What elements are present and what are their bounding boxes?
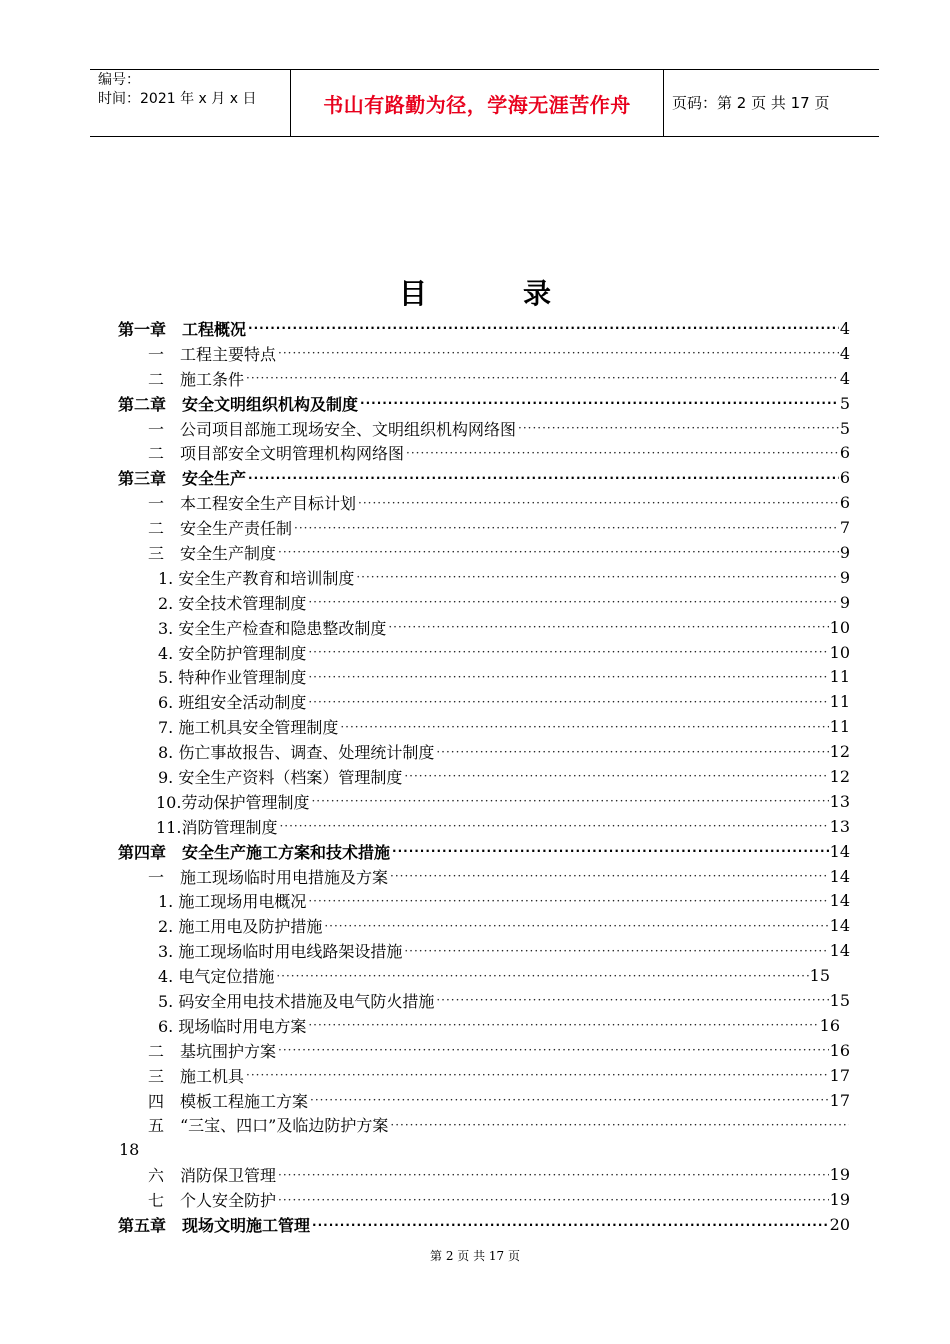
toc-entry-label: 5. 码安全用电技术措施及电气防火措施 <box>158 991 435 1011</box>
toc-entry-label: 4. 电气定位措施 <box>158 967 275 987</box>
leader-dots <box>246 371 839 385</box>
leader-dots <box>278 1193 829 1207</box>
toc-entry-label: 二 基坑围护方案 <box>148 1041 277 1061</box>
leader-dots <box>360 396 839 410</box>
toc-entry-label: 第五章 现场文明施工管理 <box>118 1216 311 1235</box>
toc-entry[interactable] <box>118 839 850 864</box>
toc-entry-page: 10 <box>829 642 850 662</box>
toc-entry-page: 16 <box>819 1015 840 1035</box>
header-divider-right <box>663 69 664 137</box>
toc-entry-label: 5. 特种作业管理制度 <box>158 668 307 688</box>
leader-dots <box>308 645 828 659</box>
toc-entry-label: 10.劳动保护管理制度 <box>156 792 310 812</box>
header-motto: 书山有路勤为径，学海无涯苦作舟 <box>323 92 631 117</box>
toc-entry-label: 二 项目部安全文明管理机构网络图 <box>148 444 405 464</box>
toc-entry-page: 20 <box>829 1215 850 1234</box>
toc-entry-page: 13 <box>829 791 850 811</box>
toc-entry-page: 9 <box>839 592 850 612</box>
toc-entry-label: 五 “三宝、四口”及临边防护方案 <box>148 1116 389 1136</box>
toc-entry[interactable] <box>118 440 850 465</box>
toc-entry-page: 4 <box>839 368 850 388</box>
leader-dots <box>308 595 838 609</box>
toc-entry-label: 3. 安全生产检查和隐患整改制度 <box>158 618 387 638</box>
toc-entry-page: 13 <box>829 816 850 836</box>
toc-entry-label: 6. 现场临时用电方案 <box>158 1016 307 1036</box>
leader-dots <box>406 446 839 460</box>
toc-entry[interactable] <box>118 789 850 814</box>
leader-dots <box>248 471 839 485</box>
toc-entry-label: 二 施工条件 <box>148 369 245 389</box>
leader-dots <box>436 993 828 1007</box>
toc-entry-page: 15 <box>809 966 830 986</box>
leader-dots <box>390 869 829 883</box>
toc-entry-page: 7 <box>839 518 850 538</box>
toc-title-left: 目 <box>398 277 427 310</box>
toc-entry[interactable] <box>118 814 850 839</box>
toc-entry-label: 第三章 安全生产 <box>118 469 247 489</box>
leader-dots <box>340 720 828 734</box>
toc-entry[interactable] <box>118 988 850 1013</box>
toc-entry-page: 18 <box>119 1140 140 1160</box>
toc-entry-label: 一 施工现场临时用电措施及方案 <box>148 867 389 887</box>
toc-entry-page: 14 <box>829 941 850 961</box>
toc-entry[interactable] <box>118 913 850 938</box>
toc-entry-label: 六 消防保卫管理 <box>148 1166 277 1186</box>
toc-entry[interactable] <box>118 1212 850 1237</box>
leader-dots <box>518 421 839 435</box>
leader-dots <box>390 1118 849 1132</box>
toc-entry-page: 11 <box>829 667 850 687</box>
toc-entry[interactable] <box>118 1013 850 1038</box>
table-of-contents <box>118 316 850 1237</box>
leader-dots <box>324 919 828 933</box>
toc-entry[interactable] <box>118 1187 850 1212</box>
toc-entry-label: 一 公司项目部施工现场安全、文明组织机构网络图 <box>148 419 517 439</box>
page-footer: 第 2 页 共 17 页 <box>430 1249 520 1263</box>
toc-entry-page: 9 <box>839 567 850 587</box>
leader-dots <box>278 545 839 559</box>
toc-entry[interactable] <box>118 640 850 665</box>
toc-entry-label: 第四章 安全生产施工方案和技术措施 <box>118 842 391 862</box>
toc-entry-page: 17 <box>829 1090 850 1110</box>
leader-dots <box>392 844 829 858</box>
toc-entry[interactable] <box>118 1162 850 1187</box>
header-time: 时间：2021 年 x 月 x 日 <box>98 91 257 107</box>
toc-entry-page: 4 <box>839 343 850 363</box>
toc-entry-page: 5 <box>839 418 850 438</box>
leader-dots <box>308 670 828 684</box>
toc-entry[interactable] <box>118 490 850 515</box>
toc-entry-page: 6 <box>839 468 850 488</box>
toc-entry-label: 第一章 工程概况 <box>118 319 247 339</box>
toc-entry-page: 6 <box>839 493 850 513</box>
toc-entry[interactable] <box>118 764 850 789</box>
leader-dots <box>276 969 808 983</box>
toc-entry[interactable] <box>118 590 850 615</box>
toc-entry-label: 7. 施工机具安全管理制度 <box>158 718 339 738</box>
toc-entry-label: 8. 伤亡事故报告、调查、处理统计制度 <box>158 743 435 763</box>
toc-entry-label: 二 安全生产责任制 <box>148 519 293 539</box>
toc-entry[interactable] <box>118 391 850 416</box>
leader-dots <box>356 570 838 584</box>
toc-entry[interactable] <box>118 1038 850 1063</box>
toc-entry-page: 17 <box>829 1065 850 1085</box>
toc-entry[interactable] <box>118 714 850 739</box>
toc-entry[interactable] <box>118 1113 850 1138</box>
toc-entry-page: 14 <box>829 891 850 911</box>
leader-dots <box>278 346 839 360</box>
toc-entry[interactable] <box>118 515 850 540</box>
leader-dots <box>294 521 839 535</box>
toc-entry-page: 15 <box>829 990 850 1010</box>
toc-entry-page: 19 <box>829 1190 850 1210</box>
leader-dots <box>388 620 828 634</box>
toc-entry[interactable] <box>118 565 850 590</box>
header-page-number: 页码：第 2 页 共 17 页 <box>672 94 830 112</box>
toc-entry[interactable] <box>118 316 850 341</box>
toc-entry[interactable] <box>118 366 850 391</box>
leader-dots <box>308 695 828 709</box>
toc-entry-page: 12 <box>829 742 850 762</box>
toc-entry[interactable] <box>118 1088 850 1113</box>
toc-entry-page: 14 <box>829 866 850 886</box>
leader-dots <box>279 819 828 833</box>
toc-entry-page: 16 <box>829 1040 850 1060</box>
toc-entry[interactable] <box>118 341 850 366</box>
header-meta <box>98 71 256 109</box>
toc-entry-page: 19 <box>829 1165 850 1185</box>
toc-entry-label: 一 本工程安全生产目标计划 <box>148 494 357 514</box>
toc-entry-label: 11.消防管理制度 <box>156 817 278 837</box>
leader-dots <box>308 894 828 908</box>
toc-entry-label: 2. 安全技术管理制度 <box>158 593 307 613</box>
leader-dots <box>278 1168 829 1182</box>
toc-title-right: 录 <box>523 277 552 310</box>
toc-entry-page: 5 <box>839 393 850 413</box>
toc-entry-continued-page <box>118 1137 850 1162</box>
toc-entry[interactable] <box>118 864 850 889</box>
leader-dots <box>404 944 828 958</box>
toc-entry-page: 11 <box>829 717 850 737</box>
toc-title <box>0 272 950 312</box>
toc-entry-label: 第二章 安全文明组织机构及制度 <box>118 394 359 414</box>
leader-dots <box>436 745 828 759</box>
leader-dots <box>246 1068 829 1082</box>
toc-entry-page: 6 <box>839 443 850 463</box>
toc-entry-label: 三 施工机具 <box>148 1066 245 1086</box>
toc-entry[interactable] <box>118 664 850 689</box>
toc-entry[interactable] <box>118 963 850 988</box>
leader-dots <box>310 1093 829 1107</box>
toc-entry[interactable] <box>118 540 850 565</box>
toc-entry-page: 4 <box>839 318 850 338</box>
leader-dots <box>311 794 828 808</box>
leader-dots <box>278 1043 829 1057</box>
toc-entry-page: 9 <box>839 542 850 562</box>
toc-entry-label: 9. 安全生产资料（档案）管理制度 <box>158 767 403 787</box>
leader-dots <box>308 1018 818 1032</box>
leader-dots <box>404 769 828 783</box>
toc-entry-label: 三 安全生产制度 <box>148 543 277 563</box>
toc-entry[interactable] <box>118 465 850 490</box>
toc-entry[interactable] <box>118 615 850 640</box>
toc-entry-label: 3. 施工现场临时用电线路架设措施 <box>158 942 403 962</box>
toc-entry-page: 12 <box>829 766 850 786</box>
toc-entry[interactable] <box>118 888 850 913</box>
toc-entry-label: 1. 施工现场用电概况 <box>158 892 307 912</box>
leader-dots <box>358 496 839 510</box>
toc-entry-page: 14 <box>829 841 850 861</box>
toc-entry[interactable] <box>118 689 850 714</box>
toc-entry-page: 14 <box>829 916 850 936</box>
toc-entry-label: 一 工程主要特点 <box>148 344 277 364</box>
toc-entry-label: 4. 安全防护管理制度 <box>158 643 307 663</box>
toc-entry[interactable] <box>118 938 850 963</box>
toc-entry-page: 11 <box>829 692 850 712</box>
toc-entry-label: 四 模板工程施工方案 <box>148 1091 309 1111</box>
toc-entry[interactable] <box>118 1063 850 1088</box>
toc-entry[interactable] <box>118 739 850 764</box>
header-number: 编号： <box>98 72 140 88</box>
toc-entry-label: 七 个人安全防护 <box>148 1191 277 1211</box>
toc-entry-label: 6. 班组安全活动制度 <box>158 693 307 713</box>
leader-dots <box>312 1218 829 1232</box>
toc-entry[interactable] <box>118 416 850 441</box>
toc-entry-page: 10 <box>829 617 850 637</box>
leader-dots <box>248 321 839 335</box>
toc-entry-label: 1. 安全生产教育和培训制度 <box>158 568 355 588</box>
toc-entry-label: 2. 施工用电及防护措施 <box>158 917 323 937</box>
